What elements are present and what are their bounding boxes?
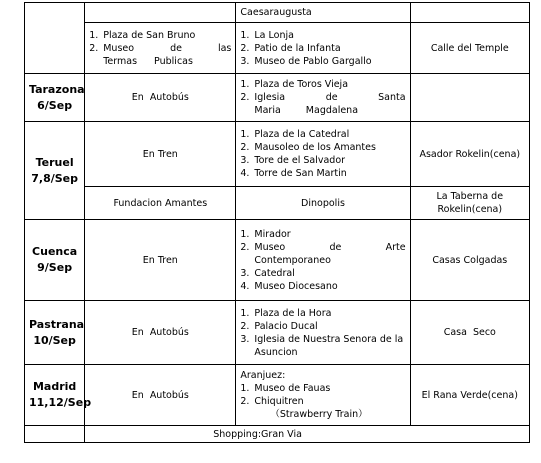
madrid-sights-cell [236, 365, 410, 426]
list-item: 4. Museo Diocesano [240, 280, 405, 293]
cuenca-row [25, 220, 530, 301]
madrid-shopping-cell: Shopping:Gran Via [85, 426, 530, 443]
aranjuez-label: Aranjuez: [240, 370, 286, 381]
list-item: 2. Chiquitren [240, 395, 405, 408]
zaragoza-header-cell: Caesaraugusta [236, 3, 410, 23]
tarazona-transport-cell: En Autobús [85, 74, 236, 122]
tarazona-dinner-cell [410, 74, 529, 122]
zaragoza-row [25, 23, 530, 74]
cuenca-city-cell [25, 220, 85, 301]
cuenca-dinner-cell: Casas Colgadas [410, 220, 529, 301]
teruel-city-cell [25, 122, 85, 220]
list-item: 2. Museo de las Termas Publicas [89, 42, 231, 68]
zaragoza-blank-cell-2 [410, 3, 529, 23]
madrid-row [25, 365, 530, 426]
list-item: 1. La Lonja [240, 29, 405, 42]
list-item: 3. Tore de el Salvador [240, 154, 405, 167]
city-date: 6/Sep [37, 98, 73, 112]
list-item: 2. Mausoleo de los Amantes [240, 141, 405, 154]
madrid-dinner-cell: El Rana Verde(cena) [410, 365, 529, 426]
list-item: 1. Mirador [240, 228, 405, 241]
list-item: 1. Plaza de San Bruno [89, 29, 231, 42]
madrid-shopping-row [25, 426, 530, 443]
tarazona-sights-cell [236, 74, 410, 122]
list-item: 3. Catedral [240, 267, 405, 280]
madrid-shopping-blank-cell [25, 426, 85, 443]
pastrana-dinner-cell: Casa Seco [410, 301, 529, 365]
zaragoza-col2-cell [85, 23, 236, 74]
list-item: 2. Palacio Ducal [240, 320, 405, 333]
teruel-extra-col4-cell: La Taberna de Rokelin(cena) [410, 187, 529, 220]
city-name: Madrid [32, 380, 77, 393]
list-item: 1. Plaza de la Catedral [240, 128, 405, 141]
city-name: Pastrana [29, 317, 85, 331]
city-date: 10/Sep [33, 333, 76, 347]
list-item: 2. Iglesia de Santa Maria Magdalena [240, 91, 405, 117]
city-date: 7,8/Sep [31, 171, 78, 185]
zaragoza-blank-cell [85, 3, 236, 23]
zaragoza-dinner-cell: Calle del Temple [410, 23, 529, 74]
pastrana-row [25, 301, 530, 365]
list-item: 2. Museo de Arte Contemporaneo [240, 241, 405, 267]
list-item: 3. Museo de Pablo Gargallo [240, 55, 405, 68]
zaragoza-col3-cell [236, 23, 410, 74]
list-item: 1. Plaza de la Hora [240, 307, 405, 320]
zaragoza-city-cell [25, 3, 85, 74]
list-item: 2. Patio de la Infanta [240, 42, 405, 55]
teruel-transport-cell: En Tren [85, 122, 236, 187]
city-name: Cuenca [32, 245, 78, 258]
pastrana-sights-cell [236, 301, 410, 365]
teruel-extra-row [25, 187, 530, 220]
pastrana-city-cell [25, 301, 85, 365]
itinerary-table [24, 2, 530, 443]
list-item: 1. Museo de Fauas [240, 382, 405, 395]
teruel-extra-col3-cell: Dinopolis [236, 187, 410, 220]
teruel-row [25, 122, 530, 187]
tarazona-row [25, 74, 530, 122]
list-item: 4. Torre de San Martin [240, 167, 405, 180]
city-name: Teruel [35, 155, 74, 169]
teruel-dinner-cell: Asador Rokelin(cena) [410, 122, 529, 187]
teruel-extra-col2-cell: Fundacion Amantes [85, 187, 236, 220]
city-date: 11,12/Sep [29, 396, 92, 409]
tarazona-city-cell [25, 74, 85, 122]
teruel-sights-cell [236, 122, 410, 187]
cuenca-transport-cell: En Tren [85, 220, 236, 301]
pastrana-transport-cell: En Autobús [85, 301, 236, 365]
list-item: 1. Plaza de Toros Vieja [240, 78, 405, 91]
madrid-city-cell [25, 365, 92, 426]
madrid-transport-cell: En Autobús [85, 365, 236, 426]
city-date: 9/Sep [37, 261, 73, 274]
list-item: 3. Iglesia de Nuestra Senora de la Asuncion [240, 333, 405, 359]
city-name: Tarazona [29, 82, 85, 96]
strawberry-train-note: （Strawberry Train） [270, 409, 368, 420]
zaragoza-header-row [25, 3, 530, 23]
cuenca-sights-cell [236, 220, 410, 301]
